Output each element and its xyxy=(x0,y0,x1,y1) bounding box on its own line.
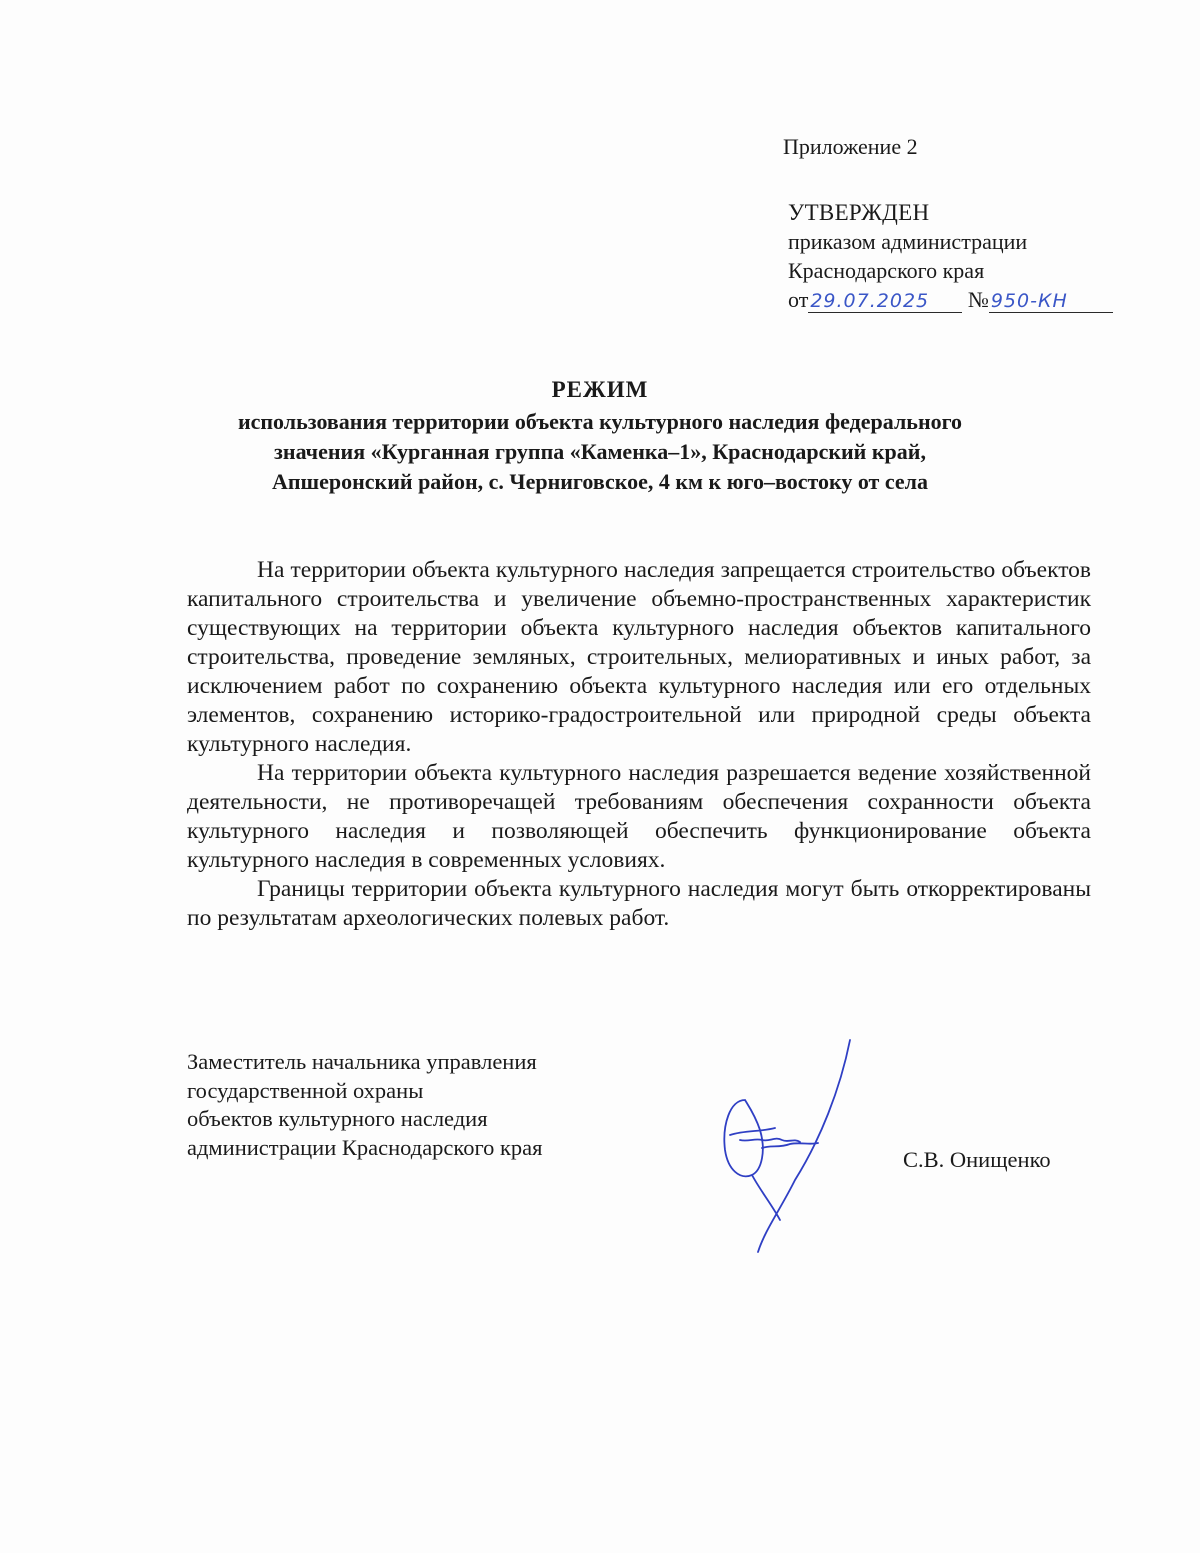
approved-label: УТВЕРЖДЕН xyxy=(788,200,930,225)
handwritten-signature xyxy=(700,1030,880,1260)
approval-line-2: Краснодарского края xyxy=(788,258,985,283)
document-title xyxy=(150,375,1050,497)
order-line xyxy=(788,285,1113,314)
signatory-name: С.В. Онищенко xyxy=(903,1147,1051,1172)
appendix-label: Приложение 2 xyxy=(783,134,918,159)
approval-line-1: приказом администрации xyxy=(788,229,1028,254)
handwritten-order-number: 950-КН xyxy=(989,290,1113,313)
signatory-line-3: объектов культурного наследия xyxy=(187,1106,488,1131)
paragraph-prohibitions: На территории объекта культурного наследия запрещается строительство объектов капитального строительства и увеличение объемно-пространственных характеристик существующих на территории объекта культурного наследия объектов капитального строительства, проведение земляных, строительных, мелиоративных и иных работ, за исключением работ по сохранению объекта культурного наследия или его отдельных элементов, сохранению историко-градостроительной или природной среды объекта культурного наследия. xyxy=(187,557,1091,757)
signatory-position xyxy=(187,1048,543,1162)
from-label: от xyxy=(788,287,809,312)
handwritten-date: 29.07.2025 xyxy=(808,290,962,313)
number-label: № xyxy=(967,287,989,312)
title-line-1: использования территории объекта культурного наследия федерального xyxy=(237,409,963,434)
signatory-line-1: Заместитель начальника управления xyxy=(187,1049,537,1074)
title-heading: РЕЖИМ xyxy=(551,377,649,402)
title-line-3: Апшеронский район, с. Черниговское, 4 км к юго–востоку от села xyxy=(271,469,929,494)
paragraph-permissions: На территории объекта культурного наследия разрешается ведение хозяйственной деятельности, не противоречащей требованиям обеспечения сохранности объекта культурного наследия и позволяющей обеспечить функционирование объекта культурного наследия в современных условиях. xyxy=(187,760,1091,873)
paragraph-boundaries: Границы территории объекта культурного наследия могут быть откорректированы по результатам археологических полевых работ. xyxy=(187,876,1091,931)
signatory-line-2: государственной охраны xyxy=(187,1077,424,1103)
title-line-2: значения «Курганная группа «Каменка–1», Краснодарский край, xyxy=(274,439,926,464)
signatory-line-4: администрации Краснодарского края xyxy=(187,1134,543,1160)
approval-stamp-block xyxy=(788,198,1113,314)
document-body xyxy=(187,556,1091,933)
